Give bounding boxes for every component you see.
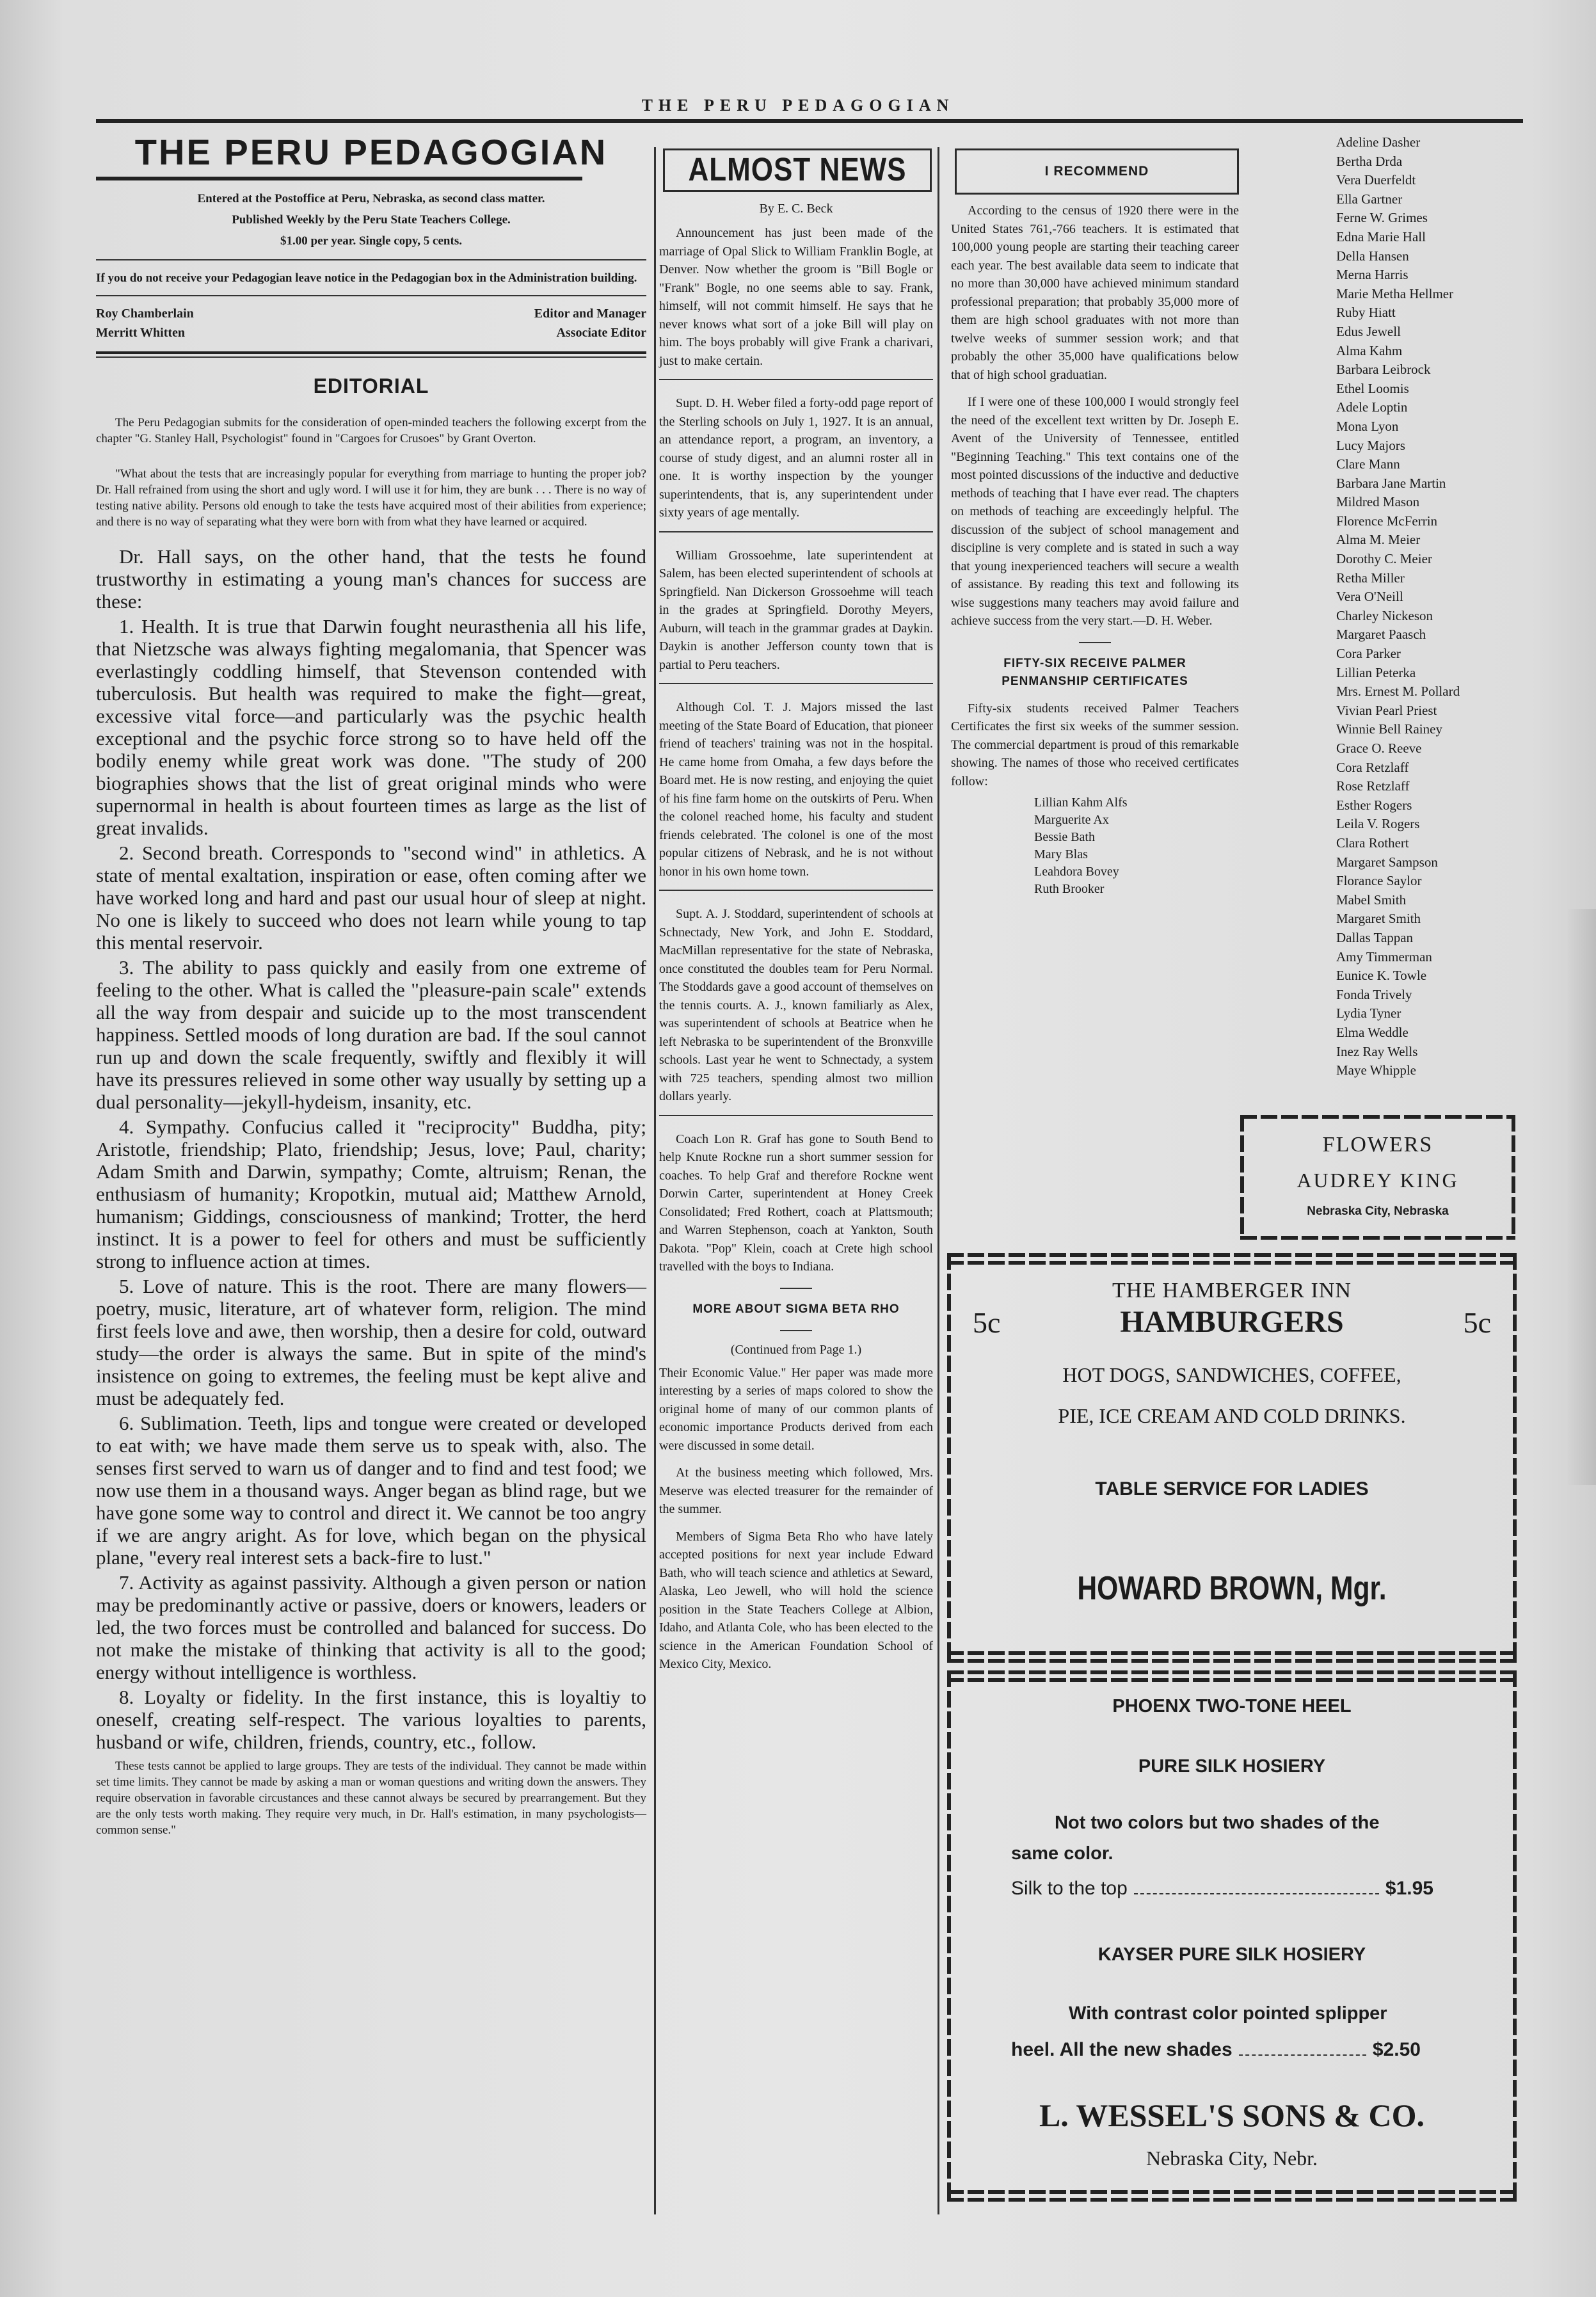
certificate-name: Edus Jewell xyxy=(1336,323,1401,339)
staff-role: Editor and Manager xyxy=(534,307,646,321)
certificate-name: Barbara Leibrock xyxy=(1336,362,1431,378)
certificate-name: Lucy Majors xyxy=(1336,437,1405,453)
flowers-title: FLOWERS xyxy=(1322,1133,1433,1157)
ad-border-bottom-2 xyxy=(947,1659,1517,1663)
certificate-name: Edna Marie Hall xyxy=(1336,228,1426,244)
palmer-text: Fifty-six students received Palmer Teachers Certificates the first six weeks of the summer session. The commercial department is proud of this remarkable showing. The names of those who received certificates follow: xyxy=(951,701,1239,788)
wessel-item2-label: heel. All the new shades xyxy=(1011,2039,1233,2060)
flowers-place: Nebraska City, Nebraska xyxy=(1307,1205,1449,1218)
palmer-title-line2: PENMANSHIP CERTIFICATES xyxy=(1001,674,1188,688)
sigma-paragraph: Their Economic Value." Her paper was made more interesting by a series of maps colored to show the original home of many of our common plants of economic importance Products derived from each were discussed in some detail. xyxy=(659,1365,933,1453)
wessel-item1-label: Silk to the top xyxy=(1011,1878,1128,1899)
staff-rule xyxy=(96,295,646,296)
staff-rule-bottom xyxy=(96,351,646,354)
hamberger-price-left: 5c xyxy=(973,1306,1001,1339)
sigma-separator xyxy=(780,1288,812,1289)
news-divider xyxy=(659,1115,933,1116)
certificate-name: Amy Timmerman xyxy=(1336,948,1432,964)
certificate-name: Rose Retzlaff xyxy=(1336,778,1410,794)
palmer-name: Leahdora Bovey xyxy=(1034,865,1119,879)
palmer-name: Bessie Bath xyxy=(1034,830,1095,844)
certificate-name: Margaret Sampson xyxy=(1336,854,1438,870)
masthead xyxy=(96,131,646,372)
certificate-name: Esther Rogers xyxy=(1336,797,1412,813)
certificate-name: Leila V. Rogers xyxy=(1336,816,1420,832)
editorial-paragraph: 5. Love of nature. This is the root. There are many flowers—poetry, music, literature, art of whatever form, religion. The mind first feels love and awe, then worship, then a desire for cold, outward study—the order is always the same. But in spite of the mind's insistence on going to extremes, the feeling must be kept alive and must be adequately fed. xyxy=(96,1275,646,1409)
wessel-item1-price: $1.95 xyxy=(1385,1878,1433,1899)
certificate-name: Mildred Mason xyxy=(1336,494,1420,510)
recommend-paragraph: According to the census of 1920 there were in the United States 761,-766 teachers. It is estimated that 100,000 young people are starting their teaching career each year. The best available data seem to indicate that no more than 30,000 have achieved minimum standard professional preparation; that probably 35,000 more of them are high school graduates with not more than twelve weeks of summer session work; and that probably the other 35,000 have qualifications below that of high school graduatian. xyxy=(951,204,1239,382)
editorial-intro: The Peru Pedagogian submits for the consideration of open-minded teachers the following excerpt from the chapter "G. Stanley Hall, Psychologist" found in "Cargoes for Crusoes" by Grant Overton. xyxy=(96,416,646,445)
certificate-name: Barbara Jane Martin xyxy=(1336,475,1446,491)
certificate-name: Ethel Loomis xyxy=(1336,380,1409,396)
certificate-name: Mabel Smith xyxy=(1336,892,1407,908)
published-line: Published Weekly by the Peru State Teachers College. xyxy=(232,213,511,227)
editorial-paragraph: 6. Sublimation. Teeth, lips and tongue were created or developed to eat with; we have made them serve us to speak with, also. The senses first served to warn us of danger and to find and test food; we now use them in a thousand ways. Anger began as blind rage, but we have gone some way to control and direct it. We cannot be too angry if we are angry aright. As for love, which began on the physical plane, "every real interest sets a back-fire to lust." xyxy=(96,1412,646,1569)
wessel-item2 xyxy=(1011,2039,1421,2061)
news-item: Coach Lon R. Graf has gone to South Bend to help Knute Rockne run a short summer session for coaches. To help Graf and therefore Rockne went Dorwin Carter, superintendent at Honey Creek Consolidated; Fred Rothert, coach at Plattsmouth; and Warren Stephenson, coach at Yankton, South Dakota. "Pop" Klein, coach at Crete high school travelled with the boys to Indiana. xyxy=(659,1132,933,1274)
certificate-name: Margaret Paasch xyxy=(1336,627,1426,643)
news-item: Although Col. T. J. Majors missed the last meeting of the State Board of Education, that pioneer friend of teachers' training was not in the hospital. He came home from Omaha, a few days before the Board met. He is now resting, and enjoying the quiet of his fine farm home on the outskirts of Peru. When the colonel reached home, his faculty and student friends celebrated. The colonel is one of the most popular citizens of Nebrask, and he is not without honor in his own home town. xyxy=(659,700,933,879)
news-item: Announcement has just been made of the marriage of Opal Slick to William Franklin Bogle, at Denver. Now whether the groom is "Bill Bogle or "Frank" Bogle, no one seems able to say. Frank, himself, will not commit himself. He says that he never knows what sort of a joke Bill will play on him. The boys probably will give Frank a charivari, just to make certain. xyxy=(659,226,933,368)
certificate-names xyxy=(1336,133,1528,1080)
certificate-name: Mona Lyon xyxy=(1336,418,1399,434)
certificate-name: Alma Kahm xyxy=(1336,342,1403,358)
palmer-name: Mary Blas xyxy=(1034,847,1088,861)
notice-text: If you do not receive your Pedagogian leave notice in the Pedagogian box in the Administration building. xyxy=(96,271,637,285)
news-divider xyxy=(659,379,933,380)
wessel-city: Nebraska City, Nebr. xyxy=(1145,2147,1318,2170)
certificate-name: Elma Weddle xyxy=(1336,1024,1408,1040)
certificate-name: Ferne W. Grimes xyxy=(1336,210,1428,226)
masthead-rule xyxy=(96,177,582,180)
hamberger-line3: TABLE SERVICE FOR LADIES xyxy=(1095,1478,1369,1500)
column-rule-2 xyxy=(938,147,939,2214)
notice-rule xyxy=(96,259,646,260)
hamberger-line2: PIE, ICE CREAM AND COLD DRINKS. xyxy=(1058,1404,1406,1427)
almost-news-box xyxy=(663,148,932,192)
leader-line xyxy=(1239,2054,1366,2056)
entered-line: Entered at the Postoffice at Peru, Nebraska, as second class matter. xyxy=(197,192,545,205)
editorial-closing: These tests cannot be applied to large groups. They are tests of the individual. They cannot be made within set time limits. They cannot be made by asking a man or woman questions and writing down the answers. They require observation in favorable circustances and these cannot always be secured by prearrangement. But they are the only tests worth making. They require very much, in Dr. Hall's estimation, in many psychologists—common sense." xyxy=(96,1759,646,1837)
masthead-title: THE PERU PEDAGOGIAN xyxy=(134,132,608,172)
sigma-separator xyxy=(780,1330,812,1331)
certificate-name: Merna Harris xyxy=(1336,267,1408,283)
certificate-name: Vera Duerfeldt xyxy=(1336,172,1416,188)
certificate-name: Winnie Bell Rainey xyxy=(1336,721,1442,737)
running-head: THE PERU PEDAGOGIAN xyxy=(641,96,955,115)
sigma-continued: (Continued from Page 1.) xyxy=(730,1342,862,1357)
column-rule-1 xyxy=(654,147,656,2214)
ad-border-top xyxy=(1240,1115,1515,1119)
certificate-name: Eunice K. Towle xyxy=(1336,968,1427,984)
hamberger-manager: HOWARD BROWN, Mgr. xyxy=(1077,1570,1387,1607)
almost-news-byline: By E. C. Beck xyxy=(759,202,833,216)
certificate-name: Cora Retzlaff xyxy=(1336,759,1409,775)
ad-border-top-2 xyxy=(947,1678,1517,1682)
certificate-name: Adele Loptin xyxy=(1336,399,1408,415)
certificate-name: Retha Miller xyxy=(1336,570,1405,586)
news-divider xyxy=(659,531,933,532)
ad-border-top xyxy=(947,1253,1517,1257)
certificate-name: Lydia Tyner xyxy=(1336,1005,1401,1021)
sigma-title: MORE ABOUT SIGMA BETA RHO xyxy=(692,1302,900,1316)
hamberger-line1: HOT DOGS, SANDWICHES, COFFEE, xyxy=(1062,1363,1401,1386)
wessel-line3: Not two colors but two shades of the xyxy=(1055,1813,1380,1833)
certificate-name: Margaret Smith xyxy=(1336,911,1421,927)
news-item: Supt. A. J. Stoddard, superintendent of schools at Schnectady, New York, and John E. Stoddard, MacMillan representative for the state of Nebraska, once constituted the doubles team for Peru Normal. The Stoddards gave a good account of themselves on the tennis courts. A. J., known familiarly as Alex, was superintendent of schools at Beatrice when he left Nebraska to be superintendent of the Bronxville schools. Last year he went to Schnectady, a system with 725 teachers, spending almost two million dollars yearly. xyxy=(659,907,933,1103)
news-divider xyxy=(659,890,933,891)
certificate-name: Clare Mann xyxy=(1336,456,1400,472)
torn-edge xyxy=(1568,909,1596,1485)
certificate-name: Ella Gartner xyxy=(1336,191,1403,207)
wessel-line1: PHOENX TWO-TONE HEEL xyxy=(1112,1696,1352,1717)
certificate-name: Fonda Trively xyxy=(1336,986,1412,1002)
certificate-name: Florance Saylor xyxy=(1336,873,1422,889)
recommend-title: I RECOMMEND xyxy=(1044,164,1149,179)
staff-role: Associate Editor xyxy=(556,326,646,340)
flowers-ad xyxy=(1240,1115,1515,1240)
wessel-line6: With contrast color pointed splipper xyxy=(1069,2003,1387,2024)
ad-border-top xyxy=(947,1670,1517,1674)
hamberger-name: THE HAMBERGER INN xyxy=(1112,1279,1352,1302)
certificate-name: Maye Whipple xyxy=(1336,1062,1416,1078)
palmer-name: Ruth Brooker xyxy=(1034,882,1105,896)
price-line: $1.00 per year. Single copy, 5 cents. xyxy=(280,234,462,248)
palmer-names xyxy=(951,794,1239,898)
wessel-item2-price: $2.50 xyxy=(1372,2039,1421,2060)
certificate-name: Vera O'Neill xyxy=(1336,589,1403,605)
staff-row xyxy=(96,304,646,323)
sigma-paragraph: Members of Sigma Beta Rho who have lately accepted positions for next year include Edward Bath, who will teach science and athletics at Seward, Alaska, Leo Jewell, who will hold the science position in the State Teachers College at Albion, Idaho, and Atlanta Cole, who has been elected to the science in the American Foundation School of Mexico City, Mexico. xyxy=(659,1529,933,1671)
hamberger-inn-ad xyxy=(947,1253,1517,1663)
recommend xyxy=(951,202,1239,898)
news-item: William Grossoehme, late superintendent at Salem, has been elected superintendent of schools at Springfield. Nan Dickerson Grossoehme will teach in the grades at Springfield. Dorothy Meyers, Auburn, will teach in the grammar grades at Daykin. Daykin is another Jefferson county town that is partial to Peru teachers. xyxy=(659,548,933,672)
leader-line xyxy=(1134,1893,1379,1894)
ad-border-bottom xyxy=(947,1651,1517,1655)
hamberger-price-right: 5c xyxy=(1463,1306,1491,1339)
certificate-name: Dorothy C. Meier xyxy=(1336,551,1432,567)
ad-border-bottom xyxy=(1240,1236,1515,1240)
top-rule xyxy=(96,119,1523,123)
certificate-name: Della Hansen xyxy=(1336,248,1409,264)
ad-border-top-2 xyxy=(947,1261,1517,1265)
wessel-line4: same color. xyxy=(1011,1843,1113,1864)
certificate-name: Lillian Peterka xyxy=(1336,664,1416,680)
recommend-box xyxy=(955,148,1239,195)
certificate-name: Cora Parker xyxy=(1336,646,1401,662)
wessel-store: L. WESSEL'S SONS & CO. xyxy=(1039,2097,1425,2133)
wessel-line2: PURE SILK HOSIERY xyxy=(1138,1756,1326,1777)
certificate-name: Alma M. Meier xyxy=(1336,532,1421,548)
staff-rule-bottom-2 xyxy=(96,356,646,358)
editorial xyxy=(96,374,646,1845)
staff-list xyxy=(96,304,646,342)
certificate-name: Florence McFerrin xyxy=(1336,513,1438,529)
certificate-name: Dallas Tappan xyxy=(1336,929,1414,945)
editorial-paragraph: 2. Second breath. Corresponds to "second wind" in athletics. A state of mental exaltation, inspiration or ease, often coming after we have worked long and hard and past our usual hour of sleep at night. No one is likely to succeed who does not learn while young to tap this mental reservoir. xyxy=(96,842,646,954)
palmer-name: Marguerite Ax xyxy=(1034,813,1109,827)
certificate-name: Grace O. Reeve xyxy=(1336,740,1422,756)
editorial-paragraph: Dr. Hall says, on the other hand, that the tests he found trustworthy in estimating a young man's chances for success are these: xyxy=(96,545,646,612)
certificate-name: Mrs. Ernest M. Pollard xyxy=(1336,684,1460,700)
flowers-name: AUDREY KING xyxy=(1297,1169,1459,1192)
palmer-separator xyxy=(1079,642,1111,643)
recommend-paragraph: If I were one of these 100,000 I would strongly feel the need of the excellent text written by Dr. Joseph E. Avent of the University of Tennessee, entitled "Beginning Teaching." This text contains one of the most pointed discussions of the inductive and deductive methods of teaching that I have ever read. The chapters on methods of teaching are exceedingly helpful. The discussion of the subject of school management and discipline is very complete and is stated in such a way that young inexperienced teachers will secure a wealth of assistance. By reading this text and following its wise suggestions many teachers may avoid failure and achieve success from the very start.—D. H. Weber. xyxy=(951,395,1239,628)
editorial-paragraph: 7. Activity as against passivity. Although a given person or nation may be predominantly active or passive, doers or knowers, leaders or led, the two forces must be controlled and balanced for success. Do not make the mistake of thinking that activity is all to the good; energy without intelligence is worthless. xyxy=(96,1571,646,1683)
staff-name: Merritt Whitten xyxy=(96,326,186,340)
almost-news xyxy=(659,202,933,1674)
certificate-name: Adeline Dasher xyxy=(1336,134,1421,150)
hamberger-headline: HAMBURGERS xyxy=(1120,1305,1344,1339)
staff-name: Roy Chamberlain xyxy=(96,307,194,321)
certificate-name: Charley Nickeson xyxy=(1336,607,1433,623)
editorial-paragraph: 3. The ability to pass quickly and easily from one extreme of feeling to the other. What is called the "pleasure-pain scale" extends all the way from despair and suicide up to the most transcendent happiness. Settled moods of long duration are bad. If the soul cannot run up and down the scale frequently, swiftly and flexibly it will have its pressures relieved in some other way usually by setting up a dual personality—jekyll-hydeism, insanity, etc. xyxy=(96,956,646,1113)
ad-border-bottom-2 xyxy=(947,2198,1517,2202)
almost-news-title: ALMOST NEWS xyxy=(688,152,907,188)
certificate-name: Vivian Pearl Priest xyxy=(1336,702,1437,718)
staff-row xyxy=(96,323,646,342)
certificate-name: Clara Rothert xyxy=(1336,835,1409,851)
editorial-title: EDITORIAL xyxy=(313,374,429,397)
editorial-paragraph: 4. Sympathy. Confucius called it "reciprocity" Buddha, pity; Aristotle, friendship; Plato, friendship; Jesus, love; Paul, charity; Adam Smith and Darwin, sympathy; Comte, altruism; Renan, the enthusiasm of humanity; Kropotkin, mutual aid; Matthew Arnold, humanism; Giddings, consciousness of mankind; Trotter, the herd instinct. It is a power to feel for others and must be sufficiently strong to influence action at times. xyxy=(96,1116,646,1272)
editorial-paragraph: 1. Health. It is true that Darwin fought neurasthenia all his life, that Nietzsche was always fighting megalomania, that Spencer was everlastingly coddling himself, that Stevenson contended with tuberculosis. But health was required to make the fight—great, excessive vital force—and particularly was the psychic health exceptional and the psychic force strong so to have held off the bodily enemy while great work was done. "The study of 200 biographies shows that the list of great original minds who were supernormal in health is about fourteen times as large as the list of great invalids. xyxy=(96,615,646,839)
wessel-item1 xyxy=(1011,1878,1433,1900)
palmer-title-line1: FIFTY-SIX RECEIVE PALMER xyxy=(1003,656,1186,670)
certificate-name: Marie Metha Hellmer xyxy=(1336,285,1454,301)
editorial-paragraph: 8. Loyalty or fidelity. In the first instance, this is loyaltiy to oneself, creating self-respect. The various loyalties to parents, husband or wife, children, friends, country, etc., follow. xyxy=(96,1686,646,1753)
wessel-line5: KAYSER PURE SILK HOSIERY xyxy=(1097,1944,1366,1965)
certificate-name: Ruby Hiatt xyxy=(1336,305,1396,321)
news-item: Supt. D. H. Weber filed a forty-odd page report of the Sterling schools on July 1, 1927. It is an annual, an attendance report, a program, an inventory, a course of study digest, and an alumni roster all in one. It is worthy inspection by the younger superintendents, that is, any superintendent under sixty years of age mentally. xyxy=(659,396,933,520)
palmer-name: Lillian Kahm Alfs xyxy=(1034,796,1128,810)
sigma-paragraph: At the business meeting which followed, Mrs. Meserve was elected treasurer for the remainder of the summer. xyxy=(659,1466,933,1516)
editorial-quote: "What about the tests that are increasingly popular for everything from marriage to hunting the proper job? Dr. Hall refrained from using the short and ugly word. I will use it for him, they are bunk . . . There is no way of testing native ability. Persons old enough to take the tests have acquired most of their abilities from experience; and there is no way of separating what they were born with from what they have learned or acquired. xyxy=(96,467,646,529)
wessel-ad xyxy=(947,1670,1517,2202)
ad-border-bottom xyxy=(947,2190,1517,2194)
certificate-name: Bertha Drda xyxy=(1336,153,1403,169)
news-divider xyxy=(659,683,933,684)
certificate-name: Inez Ray Wells xyxy=(1336,1043,1418,1059)
